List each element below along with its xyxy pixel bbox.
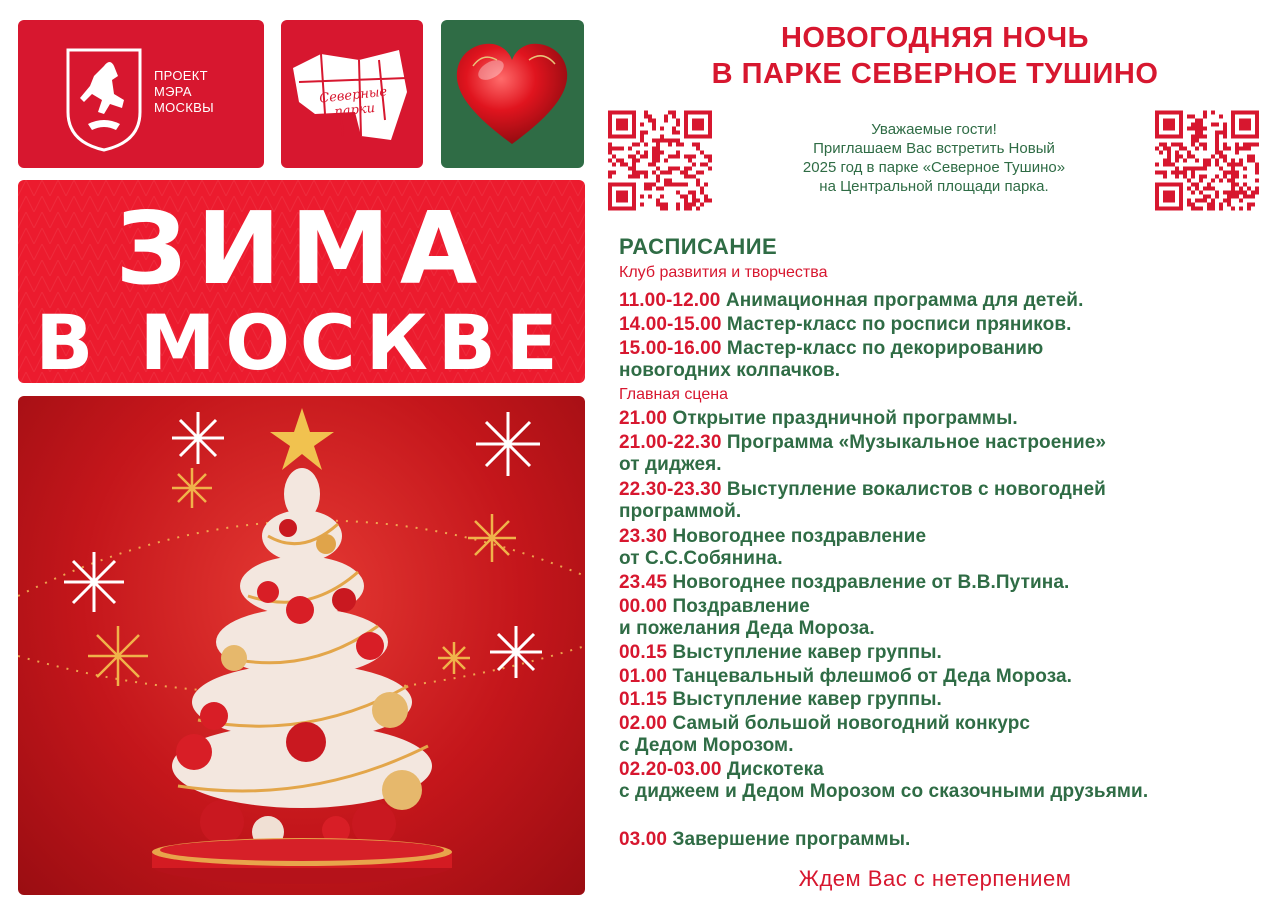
schedule-item	[619, 666, 1269, 688]
christmas-tree-illustration	[18, 396, 585, 895]
invitation-line: Приглашаем Вас встретить Новый	[813, 140, 1055, 157]
mayor-project-text	[154, 68, 214, 116]
schedule-text: Программа «Музыкальное настроение»	[726, 432, 1107, 453]
moscow-coat-of-arms-icon	[64, 46, 144, 154]
christmas-tree-image	[18, 396, 585, 895]
schedule-time: 03.00	[619, 829, 668, 850]
invitation-line: 2025 год в парке «Северное Тушино»	[802, 159, 1066, 176]
schedule-text: Поздравление	[672, 596, 810, 617]
schedule-item	[619, 596, 1269, 640]
schedule-item	[619, 689, 1269, 711]
schedule-text-cont: программой.	[619, 501, 742, 522]
title-line-winter: ЗИМА	[115, 190, 488, 307]
schedule-time: 22.30-23.30	[619, 479, 722, 500]
heart-icon	[441, 20, 584, 168]
schedule-text: Мастер-класс по декорированию	[726, 338, 1044, 359]
schedule-text: Завершение программы.	[672, 829, 911, 850]
section-title-main-stage: Главная сцена	[619, 386, 728, 403]
event-title-line-2: В ПАРКЕ СЕВЕРНОЕ ТУШИНО	[711, 58, 1159, 90]
schedule-time: 01.15	[619, 689, 668, 710]
schedule-title: РАСПИСАНИЕ	[619, 234, 778, 259]
schedule-text-cont: и пожелания Деда Мороза.	[619, 618, 875, 639]
schedule-item	[619, 642, 1269, 664]
schedule-text-cont: новогодних колпачков.	[619, 360, 841, 381]
invitation-line: Уважаемые гости!	[871, 121, 997, 138]
mayor-line: ПРОЕКТ	[154, 68, 208, 83]
schedule-time: 23.30	[619, 526, 668, 547]
schedule-item	[619, 572, 1269, 594]
winter-in-moscow-title	[18, 180, 585, 383]
park-logo-text: Северные парки	[318, 84, 388, 121]
schedule-time: 21.00-22.30	[619, 432, 722, 453]
schedule-time: 00.00	[619, 596, 668, 617]
schedule-item	[619, 314, 1269, 336]
title-line-in-moscow: В МОСКВЕ	[35, 298, 568, 383]
schedule-text: Дискотека	[726, 759, 824, 780]
schedule-time: 02.00	[619, 713, 668, 734]
schedule-text-cont: от С.С.Собянина.	[619, 548, 783, 569]
mayor-line: МОСКВЫ	[154, 100, 214, 115]
schedule-text-cont: от диджея.	[619, 454, 722, 475]
mayor-project-logo	[18, 20, 264, 168]
heart-tile	[441, 20, 584, 168]
event-title-line-1: НОВОГОДНЯЯ НОЧЬ	[780, 22, 1090, 54]
schedule-time: 01.00	[619, 666, 668, 687]
schedule-text: Открытие праздничной программы.	[672, 408, 1018, 429]
schedule-item	[619, 759, 1179, 803]
schedule-time: 00.15	[619, 642, 668, 663]
schedule-item	[619, 713, 1269, 757]
schedule-item	[619, 408, 1269, 430]
schedule-time: 23.45	[619, 572, 668, 593]
qr-code-icon	[1155, 110, 1259, 211]
schedule-time: 21.00	[619, 408, 668, 429]
schedule-text: Новогоднее поздравление от В.В.Путина.	[672, 572, 1070, 593]
schedule-item	[619, 338, 1269, 382]
schedule-item	[619, 526, 1269, 570]
schedule-time: 14.00-15.00	[619, 314, 722, 335]
schedule-text: Выступление кавер группы.	[672, 689, 942, 710]
qr-code-icon	[608, 110, 712, 211]
schedule-text-cont: с диджеем и Дедом Морозом со сказочными друзьями.	[619, 781, 1149, 802]
star-icon	[270, 408, 334, 470]
schedule-text: Новогоднее поздравление	[672, 526, 927, 547]
schedule-text: Танцевальный флешмоб от Деда Мороза.	[672, 666, 1073, 687]
schedule-text-cont: с Дедом Морозом.	[619, 735, 794, 756]
mayor-line: МЭРА	[154, 84, 192, 99]
schedule-item	[619, 290, 1269, 312]
schedule-time: 15.00-16.00	[619, 338, 722, 359]
northern-parks-logo	[281, 20, 423, 168]
schedule-text: Выступление вокалистов с новогодней	[726, 479, 1106, 500]
schedule-text: Самый большой новогодний конкурс	[672, 713, 1031, 734]
schedule-text: Мастер-класс по росписи пряников.	[726, 314, 1072, 335]
invitation-line: на Центральной площади парка.	[819, 178, 1049, 195]
section-title-creativity-club: Клуб развития и творчества	[619, 264, 828, 281]
closing-message: Ждем Вас с нетерпением	[798, 866, 1072, 891]
schedule-time: 11.00-12.00	[619, 290, 721, 311]
invitation-text	[722, 120, 1146, 196]
schedule-item	[619, 479, 1269, 523]
schedule-text: Анимационная программа для детей.	[725, 290, 1084, 311]
schedule-time: 02.20-03.00	[619, 759, 722, 780]
schedule-item	[619, 432, 1269, 476]
schedule-text: Выступление кавер группы.	[672, 642, 942, 663]
schedule-item	[619, 829, 1269, 851]
